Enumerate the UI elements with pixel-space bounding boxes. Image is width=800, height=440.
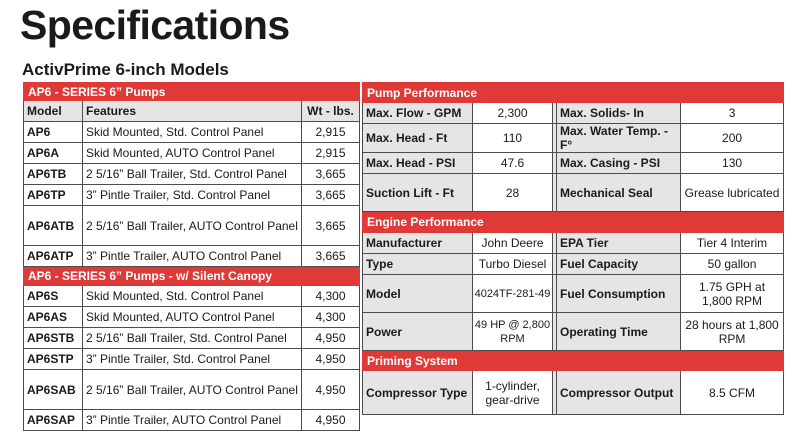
spec-label: Fuel Capacity — [557, 254, 681, 275]
features-cell: 2 5/16” Ball Trailer, Std. Control Panel — [83, 164, 302, 185]
spec-label: Type — [363, 254, 473, 275]
features-cell: 3” Pintle Trailer, Std. Control Panel — [83, 349, 302, 370]
spec-value: 130 — [681, 153, 784, 174]
model-cell: AP6SAP — [24, 410, 83, 431]
model-cell: AP6TB — [24, 164, 83, 185]
spec-label: Max. Solids- In — [557, 103, 681, 124]
spec-label: Power — [363, 313, 473, 351]
weight-cell: 3,665 — [302, 185, 360, 206]
spec-value: 50 gallon — [681, 254, 784, 275]
spec-label: Fuel Consumption — [557, 275, 681, 313]
spec-label: Max. Head - PSI — [363, 153, 473, 174]
model-cell: AP6AS — [24, 307, 83, 328]
spec-label: Model — [363, 275, 473, 313]
model-cell: AP6ATB — [24, 206, 83, 246]
model-cell: AP6STB — [24, 328, 83, 349]
spec-row — [363, 371, 784, 415]
spec-row — [363, 153, 784, 174]
features-cell: Skid Mounted, Std. Control Panel — [83, 286, 302, 307]
spec-label: Manufacturer — [363, 233, 473, 254]
col-header-features: Features — [83, 101, 302, 122]
spec-label: Max. Head - Ft — [363, 124, 473, 153]
spec-value: Turbo Diesel — [473, 254, 553, 275]
model-cell: AP6S — [24, 286, 83, 307]
features-cell: 2 5/16” Ball Trailer, AUTO Control Panel — [83, 370, 302, 410]
col-header-model: Model — [24, 101, 83, 122]
table-row — [24, 185, 360, 206]
features-cell: Skid Mounted, Std. Control Panel — [83, 122, 302, 143]
weight-cell: 3,665 — [302, 164, 360, 185]
features-cell: 2 5/16” Ball Trailer, AUTO Control Panel — [83, 206, 302, 246]
table-row — [24, 349, 360, 370]
table-row — [24, 164, 360, 185]
features-cell: 3” Pintle Trailer, Std. Control Panel — [83, 185, 302, 206]
table-row — [24, 307, 360, 328]
weight-cell: 4,950 — [302, 410, 360, 431]
features-cell: Skid Mounted, AUTO Control Panel — [83, 307, 302, 328]
spec-value: 2,300 — [473, 103, 553, 124]
spec-value: John Deere — [473, 233, 553, 254]
spec-value: Grease lubricated — [681, 174, 784, 212]
spec-row — [363, 233, 784, 254]
model-cell: AP6TP — [24, 185, 83, 206]
col-header-weight: Wt - lbs. — [302, 101, 360, 122]
spec-label: EPA Tier — [557, 233, 681, 254]
weight-cell: 2,915 — [302, 143, 360, 164]
spec-label: Max. Casing - PSI — [557, 153, 681, 174]
features-cell: Skid Mounted, AUTO Control Panel — [83, 143, 302, 164]
spec-value: 110 — [473, 124, 553, 153]
spec-row — [363, 103, 784, 124]
features-cell: 2 5/16” Ball Trailer, Std. Control Panel — [83, 328, 302, 349]
features-cell: 3” Pintle Trailer, AUTO Control Panel — [83, 246, 302, 267]
spec-row — [363, 313, 784, 351]
table-row — [24, 206, 360, 246]
section-header-engine-performance: Engine Performance — [363, 212, 784, 233]
spec-label: Mechanical Seal — [557, 174, 681, 212]
weight-cell: 4,950 — [302, 328, 360, 349]
weight-cell: 3,665 — [302, 246, 360, 267]
model-cell: AP6SAB — [24, 370, 83, 410]
table-row — [24, 370, 360, 410]
spec-label: Operating Time — [557, 313, 681, 351]
weight-cell: 4,300 — [302, 307, 360, 328]
spec-label: Suction Lift - Ft — [363, 174, 473, 212]
spec-label: Max. Flow - GPM — [363, 103, 473, 124]
section-header-series: AP6 - SERIES 6” Pumps — [24, 83, 360, 101]
weight-cell: 4,300 — [302, 286, 360, 307]
table-row — [24, 328, 360, 349]
weight-cell: 2,915 — [302, 122, 360, 143]
table-row — [24, 286, 360, 307]
spec-value: 28 hours at 1,800 RPM — [681, 313, 784, 351]
spec-row — [363, 275, 784, 313]
spec-label: Max. Water Temp. - F° — [557, 124, 681, 153]
section-header-silent-canopy: AP6 - SERIES 6” Pumps - w/ Silent Canopy — [24, 267, 360, 286]
spec-row — [363, 174, 784, 212]
table-row — [24, 246, 360, 267]
model-cell: AP6STP — [24, 349, 83, 370]
weight-cell: 4,950 — [302, 349, 360, 370]
spec-value: 47.6 — [473, 153, 553, 174]
model-cell: AP6A — [24, 143, 83, 164]
spec-value: 1-cylinder, gear-drive — [473, 371, 553, 415]
spec-value: 3 — [681, 103, 784, 124]
spec-label: Compressor Type — [363, 371, 473, 415]
spec-row — [363, 254, 784, 275]
weight-cell: 4,950 — [302, 370, 360, 410]
spec-value: 1.75 GPH at 1,800 RPM — [681, 275, 784, 313]
spec-value: 4024TF-281-49 — [473, 275, 553, 313]
model-cell: AP6ATP — [24, 246, 83, 267]
spec-value: Tier 4 Interim — [681, 233, 784, 254]
page-title: Specifications — [20, 2, 290, 48]
performance-table — [362, 82, 784, 415]
model-cell: AP6 — [24, 122, 83, 143]
spec-value: 49 HP @ 2,800 RPM — [473, 313, 553, 351]
spec-label: Compressor Output — [557, 371, 681, 415]
section-header-priming-system: Priming System — [363, 351, 784, 371]
spec-value: 8.5 CFM — [681, 371, 784, 415]
table-row — [24, 122, 360, 143]
spec-row — [363, 124, 784, 153]
features-cell: 3” Pintle Trailer, AUTO Control Panel — [83, 410, 302, 431]
spec-value: 200 — [681, 124, 784, 153]
models-table — [23, 82, 360, 431]
table-row — [24, 410, 360, 431]
spec-value: 28 — [473, 174, 553, 212]
table-row — [24, 143, 360, 164]
section-header-pump-performance: Pump Performance — [363, 83, 784, 103]
page-subtitle: ActivPrime 6-inch Models — [22, 60, 229, 79]
weight-cell: 3,665 — [302, 206, 360, 246]
